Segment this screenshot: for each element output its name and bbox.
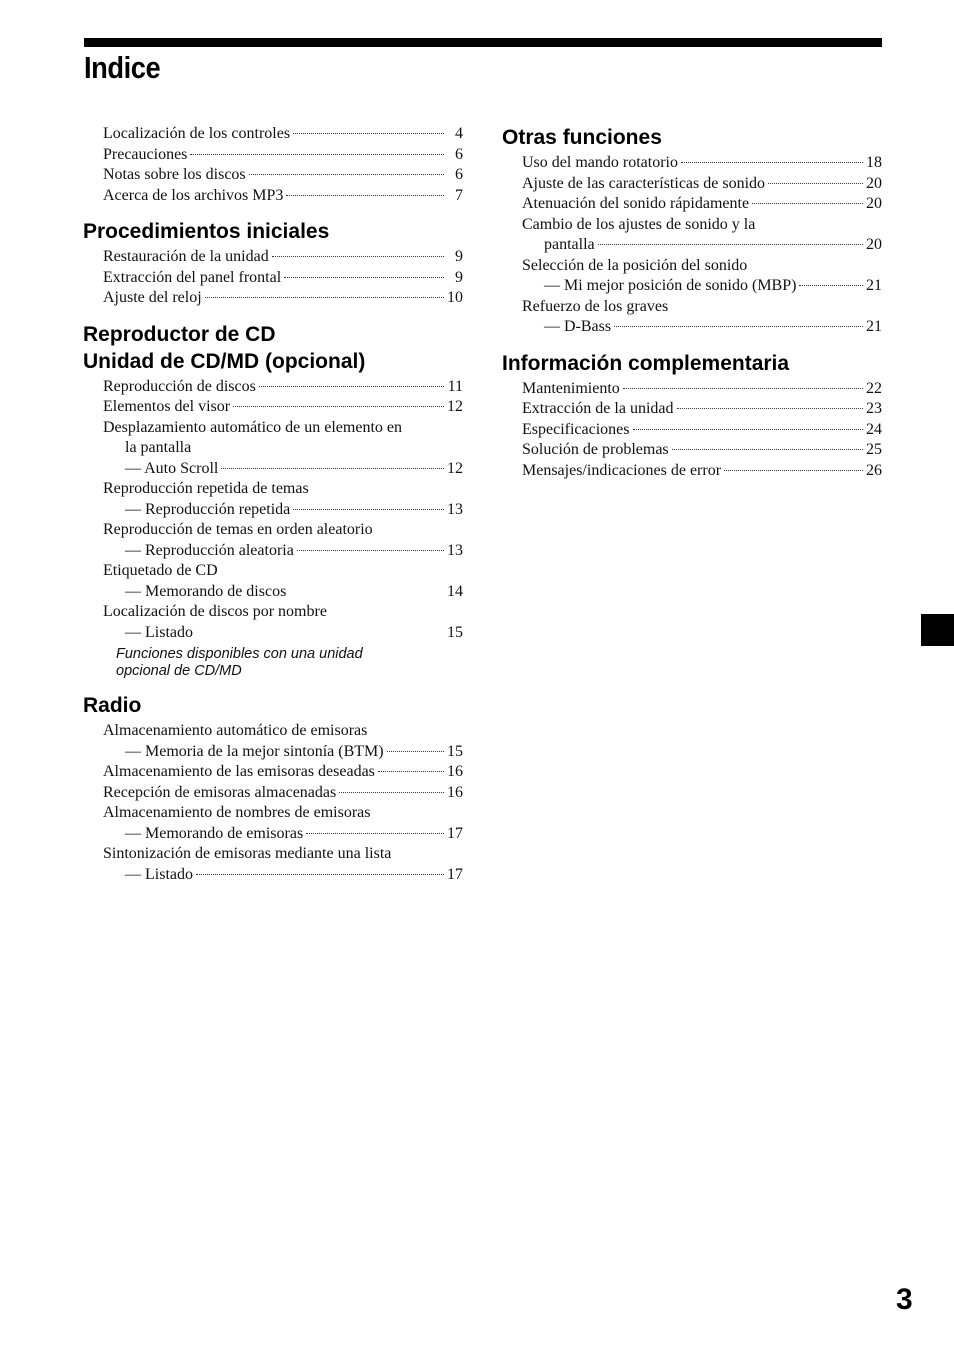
page-ref: 21 <box>866 277 882 294</box>
dot-leader <box>293 509 444 510</box>
dot-leader <box>221 468 444 469</box>
toc-section-otras <box>502 124 882 338</box>
dot-leader <box>196 874 444 875</box>
toc-entry[interactable]: Almacenamiento automático de emisoras — Memoria de la mejor sintonía (BTM) 15 <box>83 721 463 762</box>
section-thumb-tab <box>921 614 954 646</box>
toc-entry[interactable]: Localización de los controles 4 <box>83 124 463 145</box>
page-ref: 17 <box>447 865 463 883</box>
dot-leader <box>677 408 864 409</box>
page-ref: 15 <box>447 742 463 760</box>
dot-leader <box>799 285 863 286</box>
dot-leader <box>233 406 444 407</box>
page-ref: 7 <box>455 186 463 204</box>
toc-section-intro <box>83 124 463 206</box>
toc-entry[interactable]: Reproducción de temas en orden aleatorio — Reproducción aleatoria 13 <box>83 520 463 561</box>
dot-leader <box>681 162 863 163</box>
toc-entry[interactable]: Mantenimiento 22 <box>502 379 882 400</box>
toc-entry[interactable]: Cambio de los ajustes de sonido y la pantalla 20 <box>502 215 882 256</box>
dot-leader <box>284 277 444 278</box>
toc-entry[interactable]: Elementos del visor 12 <box>83 397 463 418</box>
toc-entry[interactable]: Solución de problemas 25 <box>502 440 882 461</box>
page-title: Indice <box>84 50 161 85</box>
toc-entry[interactable]: Etiquetado de CD — Memorando de discos 14 <box>83 561 463 602</box>
toc-entry[interactable]: Restauración de la unidad 9 <box>83 247 463 268</box>
dot-leader <box>614 326 863 327</box>
toc-entry[interactable]: Reproducción de discos 11 <box>83 377 463 398</box>
dot-leader <box>272 256 444 257</box>
page-ref: 10 <box>447 289 463 306</box>
page-ref: 6 <box>455 166 463 183</box>
toc-entry[interactable]: Acerca de los archivos MP3 7 <box>83 186 463 207</box>
dot-leader <box>768 183 863 184</box>
dot-leader <box>293 133 444 134</box>
page-ref: 13 <box>447 500 463 518</box>
dot-leader <box>752 203 863 204</box>
toc-entry[interactable]: Notas sobre los discos 6 <box>83 165 463 186</box>
page-ref: 4 <box>455 125 463 142</box>
page-ref: 6 <box>455 145 463 163</box>
toc-entry[interactable]: Almacenamiento de nombres de emisoras — Memorando de emisoras 17 <box>83 803 463 844</box>
page-ref: 17 <box>447 824 463 842</box>
toc-section-procedimientos <box>83 218 463 309</box>
dot-leader <box>249 174 444 175</box>
section-heading: Otras funciones <box>502 126 662 149</box>
toc-entry[interactable]: Desplazamiento automático de un elemento en la pantalla — Auto Scroll 12 <box>83 418 463 480</box>
toc-entry[interactable]: Selección de la posición del sonido — Mi mejor posición de sonido (MBP) 21 <box>502 256 882 297</box>
page-ref: 12 <box>447 398 463 415</box>
dot-leader <box>598 244 863 245</box>
page-ref: 16 <box>447 763 463 780</box>
section-heading: Radio <box>83 694 142 717</box>
section-heading: Procedimientos iniciales <box>83 220 330 243</box>
dot-leader <box>190 154 444 155</box>
toc-entry[interactable]: Localización de discos por nombre — Listado 15 <box>83 602 463 643</box>
toc-entry[interactable]: Almacenamiento de las emisoras deseadas 16 <box>83 762 463 783</box>
page-ref: 9 <box>455 268 463 286</box>
page-ref: 26 <box>866 461 882 479</box>
toc-entry[interactable]: Refuerzo de los graves — D-Bass 21 <box>502 297 882 338</box>
toc-entry[interactable]: Especificaciones 24 <box>502 420 882 441</box>
page-ref: 22 <box>866 379 882 397</box>
toc-entry[interactable]: Recepción de emisoras almacenadas 16 <box>83 783 463 804</box>
dot-leader <box>672 449 863 450</box>
page-ref: 15 <box>447 623 463 641</box>
dot-leader <box>286 195 444 196</box>
section-heading: Reproductor de CD Unidad de CD/MD (opcional) <box>83 322 366 373</box>
page-ref: 12 <box>447 459 463 477</box>
dot-leader <box>306 833 444 834</box>
toc-section-radio <box>83 692 463 885</box>
page-ref: 20 <box>866 236 882 253</box>
dot-leader <box>633 429 864 430</box>
availability-note: Funciones disponibles con una unidad opcional de CD/MD <box>116 646 363 679</box>
toc-section-reproductor <box>83 321 463 681</box>
page-number: 3 <box>896 1283 913 1316</box>
page-ref: 25 <box>866 441 882 458</box>
page-ref: 16 <box>447 783 463 801</box>
toc-entry[interactable]: Atenuación del sonido rápidamente 20 <box>502 194 882 215</box>
page-ref: 14 <box>447 582 463 600</box>
toc-entry[interactable]: Mensajes/indicaciones de error 26 <box>502 461 882 482</box>
dot-leader <box>205 297 444 298</box>
toc-entry[interactable]: Uso del mando rotatorio 18 <box>502 153 882 174</box>
page-ref: 20 <box>866 174 882 192</box>
page-ref: 11 <box>447 377 463 395</box>
toc-section-info <box>502 350 882 482</box>
dot-leader <box>259 386 444 387</box>
page-ref: 13 <box>447 541 463 559</box>
dot-leader <box>297 550 444 551</box>
toc-entry[interactable]: Ajuste de las características de sonido 20 <box>502 174 882 195</box>
toc-entry[interactable]: Sintonización de emisoras mediante una lista — Listado 17 <box>83 844 463 885</box>
toc-entry[interactable]: Precauciones 6 <box>83 145 463 166</box>
toc-entry[interactable]: Extracción del panel frontal 9 <box>83 268 463 289</box>
page-ref: 21 <box>866 318 882 335</box>
toc-right-column <box>502 124 882 493</box>
dot-leader <box>623 388 863 389</box>
page-ref: 18 <box>866 154 882 171</box>
toc-entry[interactable]: Extracción de la unidad 23 <box>502 399 882 420</box>
dot-leader <box>724 470 863 471</box>
dot-leader <box>378 771 444 772</box>
section-heading: Información complementaria <box>502 351 790 375</box>
top-rule <box>84 38 882 47</box>
toc-left-column <box>83 124 463 897</box>
page-ref: 20 <box>866 195 882 212</box>
dot-leader <box>339 792 444 793</box>
page-ref: 23 <box>866 400 882 417</box>
page-ref: 9 <box>455 248 463 265</box>
toc-entry[interactable]: Reproducción repetida de temas — Reproducción repetida 13 <box>83 479 463 520</box>
toc-entry[interactable]: Ajuste del reloj 10 <box>83 288 463 309</box>
dot-leader <box>387 751 444 752</box>
page-ref: 24 <box>866 420 882 438</box>
